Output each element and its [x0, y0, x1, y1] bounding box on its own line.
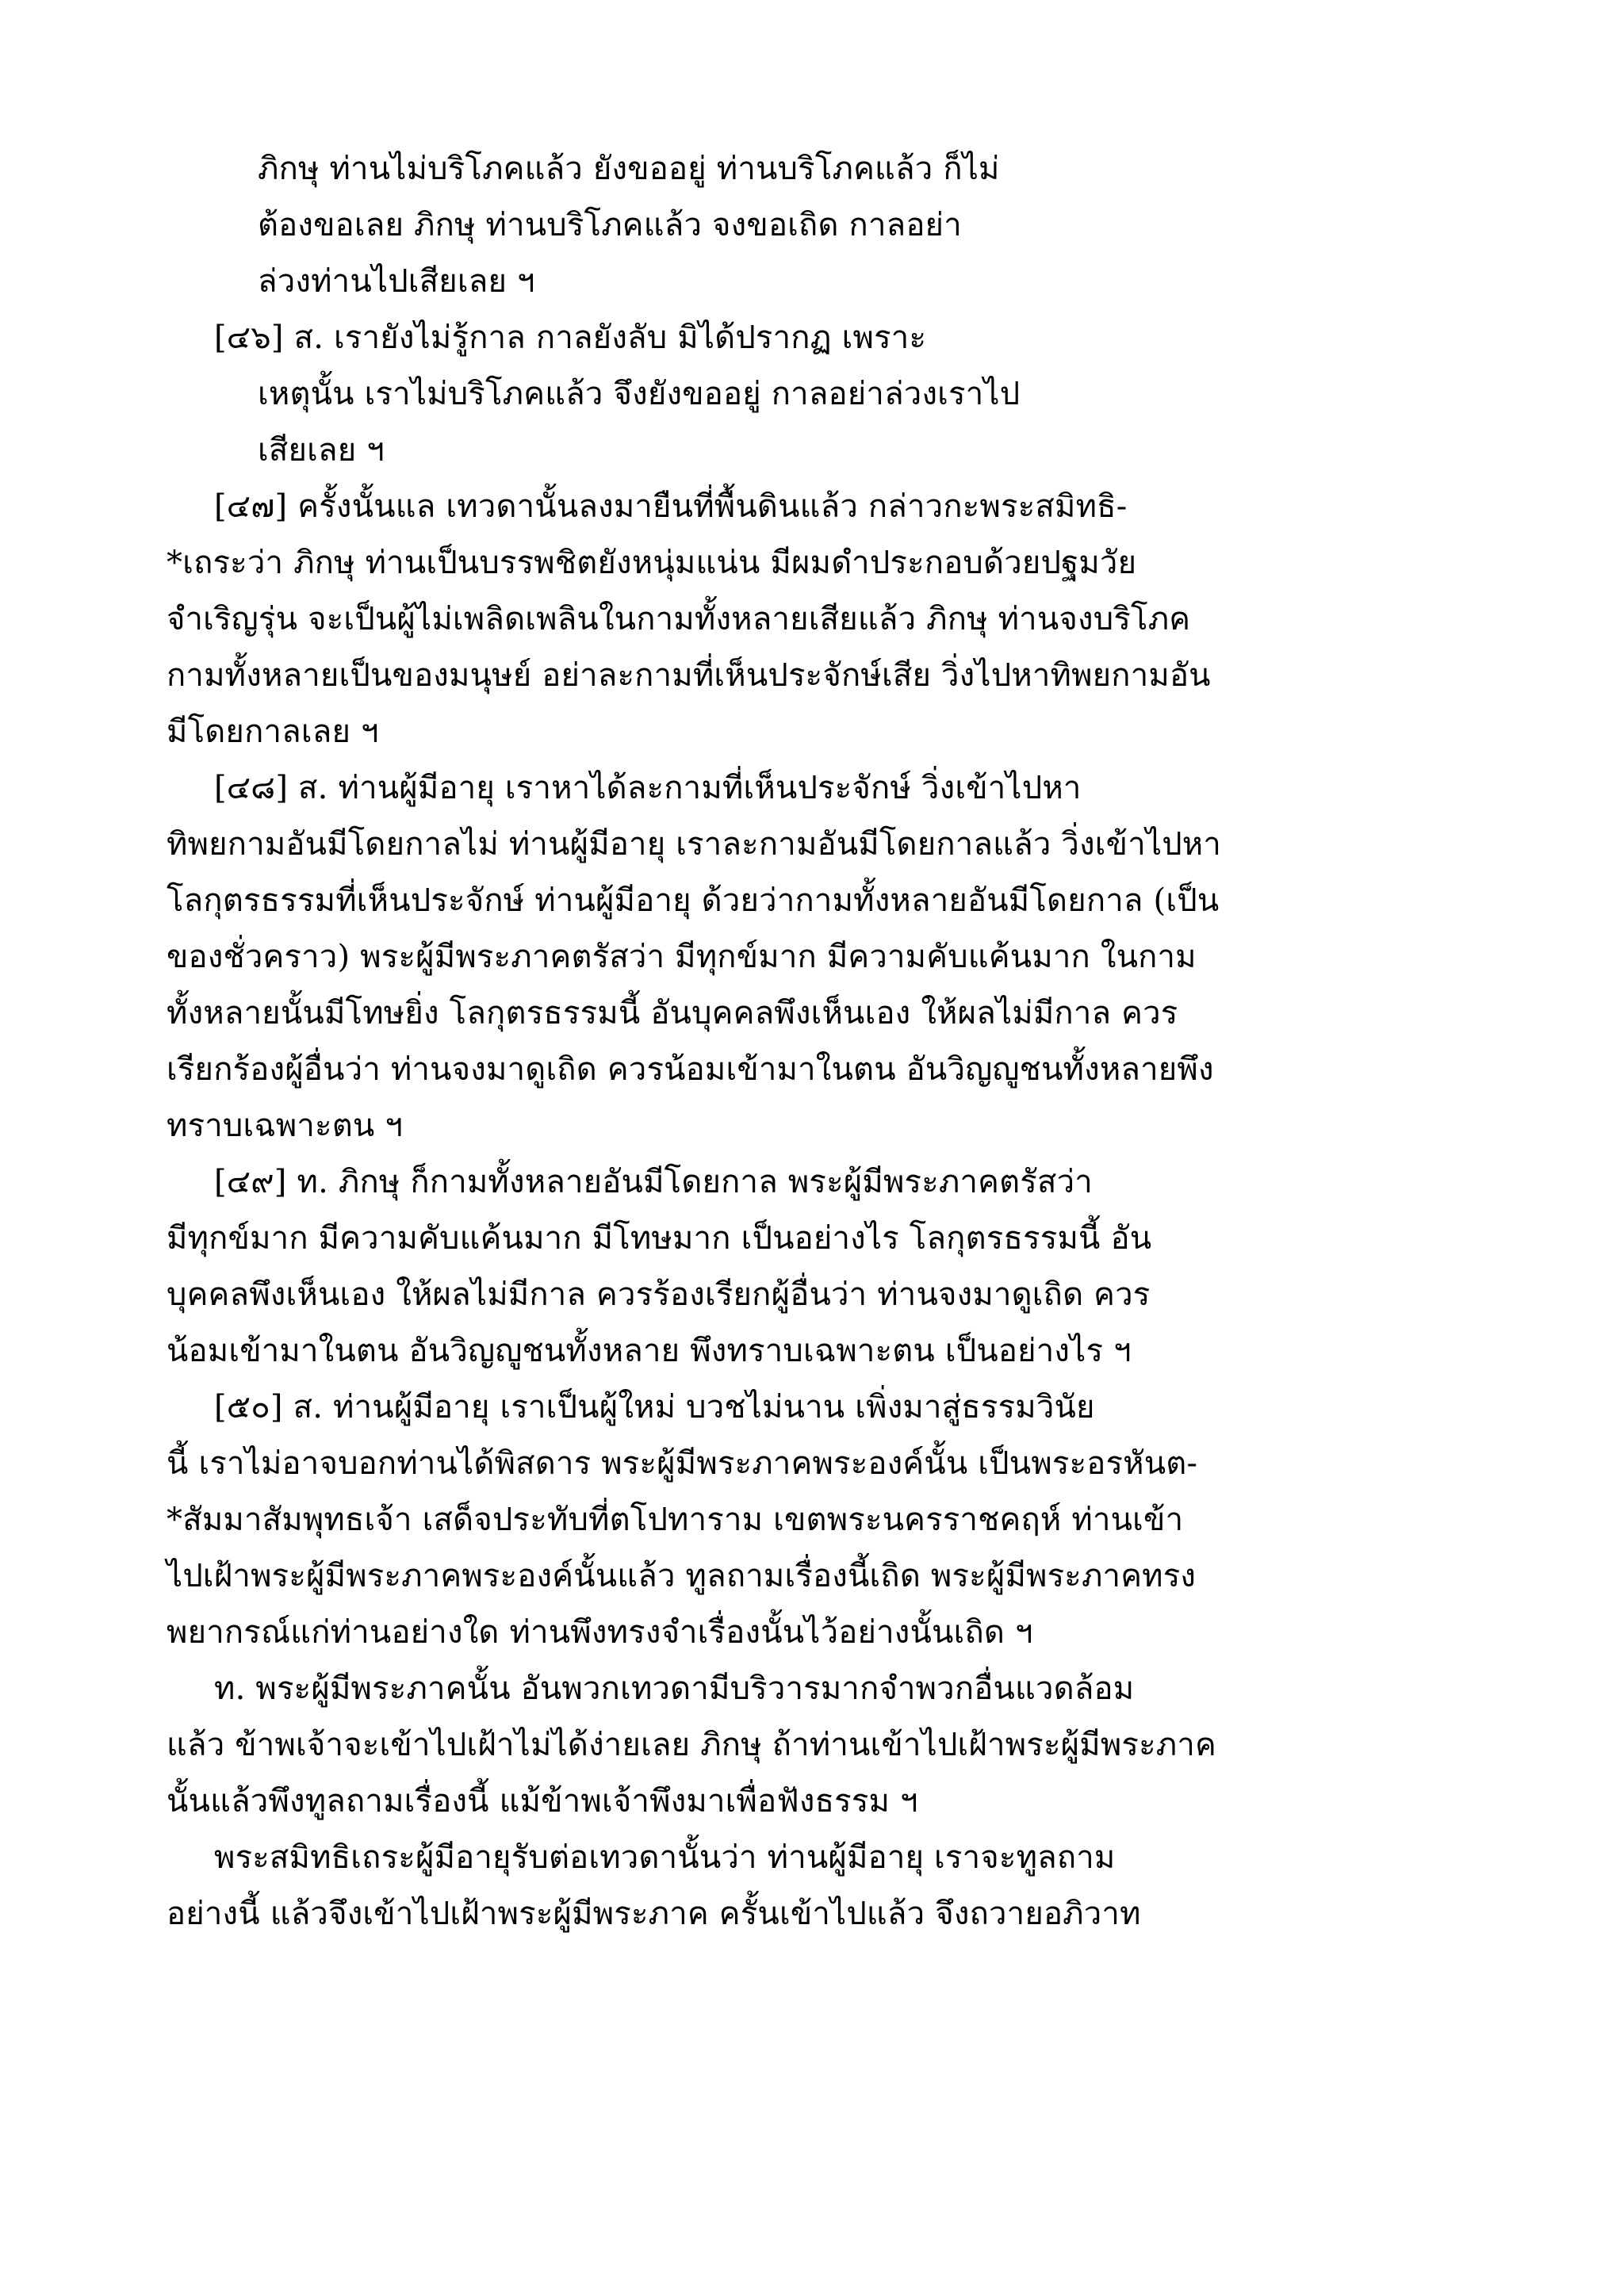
text-line: ทั้งหลายนั้นมีโทษยิ่ง โลกุตรธรรมนี้ อันบุคคลพึงเห็นเอง ให้ผลไม่มีกาล ควร [167, 995, 1178, 1031]
text-line: เรียกร้องผู้อื่นว่า ท่านจงมาดูเถิด ควรน้อมเข้ามาในตน อันวิญญูชนทั้งหลายพึง [167, 1051, 1214, 1088]
body-text [167, 141, 1277, 1942]
text-line: *สัมมาสัมพุทธเจ้า เสด็จประทับที่ตโปทาราม เขตพระนครราชคฤห์ ท่านเข้า [167, 1502, 1184, 1538]
text-line: เหตุนั้น เราไม่บริโภคแล้ว จึงยังขออยู่ กาลอย่าล่วงเราไป [258, 376, 1021, 412]
text-line: ต้องขอเลย ภิกษุ ท่านบริโภคแล้ว จงขอเถิด กาลอย่า [258, 207, 962, 243]
text-line: [๔๖] ส. เรายังไม่รู้กาล กาลยังลับ มิได้ปรากฏ เพราะ [214, 320, 927, 356]
text-line: นั้นแล้วพึงทูลถามเรื่องนี้ แม้ข้าพเจ้าพึงมาเพื่อฟังธรรม ฯ [167, 1783, 918, 1820]
text-line: [๔๘] ส. ท่านผู้มีอายุ เราหาได้ละกามที่เห็นประจักษ์ วิ่งเข้าไปหา [214, 770, 1082, 806]
text-line: มีทุกข์มาก มีความคับแค้นมาก มีโทษมาก เป็นอย่างไร โลกุตรธรรมนี้ อัน [167, 1220, 1152, 1257]
text-line: ไปเฝ้าพระผู้มีพระภาคพระองค์นั้นแล้ว ทูลถามเรื่องนี้เถิด พระผู้มีพระภาคทรง [167, 1558, 1197, 1594]
text-line: น้อมเข้ามาในตน อันวิญญูชนทั้งหลาย พึงทราบเฉพาะตน เป็นอย่างไร ฯ [167, 1333, 1132, 1369]
text-line: ล่วงท่านไปเสียเลย ฯ [258, 263, 535, 300]
text-line: เสียเลย ฯ [258, 432, 385, 469]
text-line: [๔๗] ครั้งนั้นแล เทวดานั้นลงมายืนที่พื้นดินแล้ว กล่าวกะพระสมิทธิ- [214, 488, 1128, 525]
text-line: [๔๙] ท. ภิกษุ ก็กามทั้งหลายอันมีโดยกาล พระผู้มีพระภาคตรัสว่า [214, 1164, 1093, 1200]
text-line: ทราบเฉพาะตน ฯ [167, 1108, 404, 1144]
text-line: แล้ว ข้าพเจ้าจะเข้าไปเฝ้าไม่ได้ง่ายเลย ภิกษุ ถ้าท่านเข้าไปเฝ้าพระผู้มีพระภาค [167, 1727, 1216, 1763]
text-line: มีโดยกาลเลย ฯ [167, 714, 379, 750]
text-line: ของชั่วคราว) พระผู้มีพระภาคตรัสว่า มีทุกข์มาก มีความคับแค้นมาก ในกาม [167, 939, 1197, 975]
text-line: อย่างนี้ แล้วจึงเข้าไปเฝ้าพระผู้มีพระภาค ครั้นเข้าไปแล้ว จึงถวายอภิวาท [167, 1896, 1141, 1932]
text-line: กามทั้งหลายเป็นของมนุษย์ อย่าละกามที่เห็นประจักษ์เสีย วิ่งไปหาทิพยกามอัน [167, 657, 1211, 694]
text-line: พยากรณ์แก่ท่านอย่างใด ท่านพึงทรงจำเรื่องนั้นไว้อย่างนั้นเถิด ฯ [167, 1614, 1033, 1651]
text-line: [๕๐] ส. ท่านผู้มีอายุ เราเป็นผู้ใหม่ บวชไม่นาน เพิ่งมาสู่ธรรมวินัย [214, 1389, 1095, 1425]
text-line: นี้ เราไม่อาจบอกท่านได้พิสดาร พระผู้มีพระภาคพระองค์นั้น เป็นพระอรหันต- [167, 1445, 1198, 1482]
text-line: โลกุตรธรรมที่เห็นประจักษ์ ท่านผู้มีอายุ ด้วยว่ากามทั้งหลายอันมีโดยกาล (เป็น [167, 882, 1220, 919]
text-line: พระสมิทธิเถระผู้มีอายุรับต่อเทวดานั้นว่า ท่านผู้มีอายุ เราจะทูลถาม [214, 1839, 1116, 1876]
text-line: ทิพยกามอันมีโดยกาลไม่ ท่านผู้มีอายุ เราละกามอันมีโดยกาลแล้ว วิ่งเข้าไปหา [167, 826, 1222, 863]
text-line: *เถระว่า ภิกษุ ท่านเป็นบรรพชิตยังหนุ่มแน่น มีผมดำประกอบด้วยปฐมวัย [167, 545, 1137, 581]
text-line: ท. พระผู้มีพระภาคนั้น อันพวกเทวดามีบริวารมากจำพวกอื่นแวดล้อม [214, 1670, 1135, 1707]
text-line: บุคคลพึงเห็นเอง ให้ผลไม่มีกาล ควรร้องเรียกผู้อื่นว่า ท่านจงมาดูเถิด ควร [167, 1276, 1151, 1313]
text-line: ภิกษุ ท่านไม่บริโภคแล้ว ยังขออยู่ ท่านบริโภคแล้ว ก็ไม่ [258, 151, 1000, 187]
text-line: จำเริญรุ่น จะเป็นผู้ไม่เพลิดเพลินในกามทั้งหลายเสียแล้ว ภิกษุ ท่านจงบริโภค [167, 601, 1191, 637]
